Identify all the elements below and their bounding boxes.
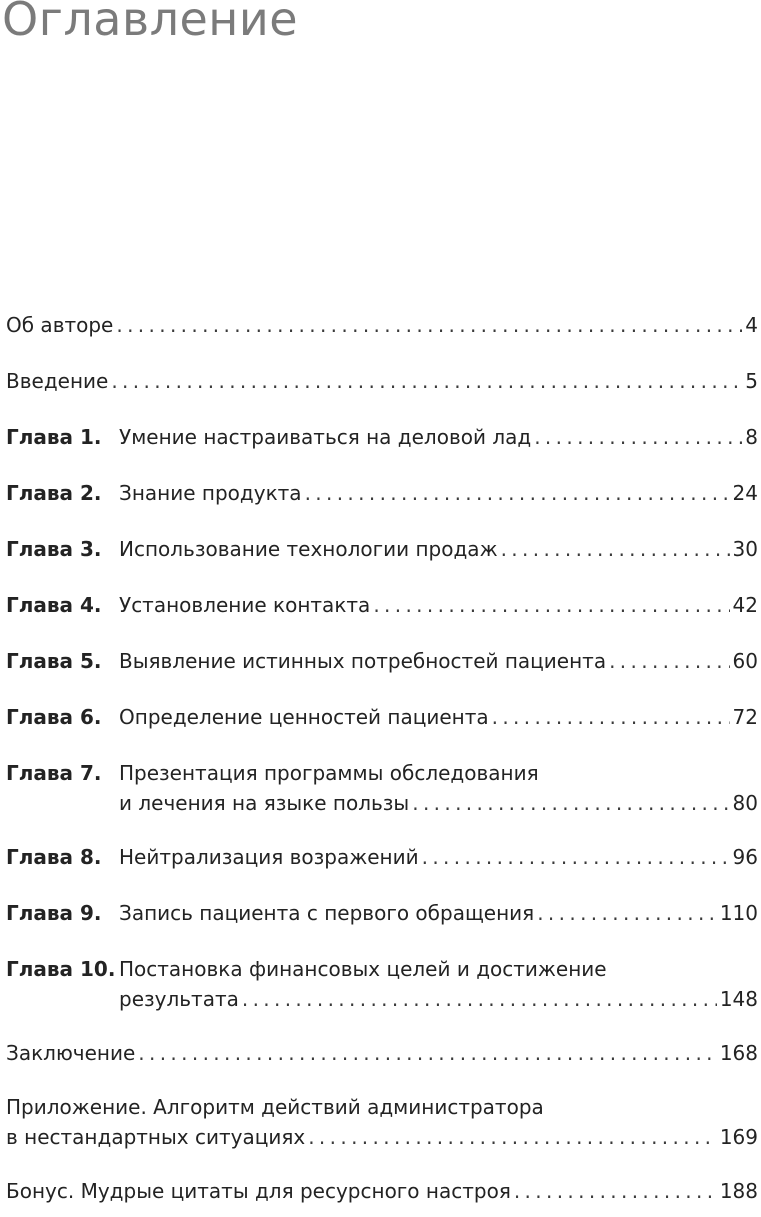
toc-page-number: 96	[732, 845, 758, 869]
toc-page-number: 8	[745, 425, 758, 449]
toc-entry-title: Запись пациента с первого обращения	[119, 901, 535, 925]
dot-leader	[422, 842, 730, 872]
table-of-contents	[6, 310, 758, 1206]
toc-entry-title: Знание продукта	[119, 481, 302, 505]
toc-page-number: 24	[732, 481, 758, 505]
toc-entry-title: Приложение. Алгоритм действий администратора	[6, 1095, 544, 1119]
toc-page-number: 30	[732, 537, 758, 561]
toc-entry-chapter-3[interactable]	[6, 534, 758, 564]
toc-page-number: 148	[719, 987, 758, 1011]
toc-entry-chapter-6[interactable]	[6, 702, 758, 732]
dot-leader	[138, 1038, 717, 1068]
dot-leader	[242, 984, 717, 1014]
dot-leader	[492, 702, 730, 732]
chapter-label: Глава 2.	[6, 481, 102, 505]
toc-page-number: 168	[719, 1041, 758, 1065]
toc-entry-title: Нейтрализация возражений	[119, 845, 419, 869]
chapter-label: Глава 7.	[6, 761, 102, 785]
toc-page-number: 5	[745, 369, 758, 393]
chapter-label: Глава 6.	[6, 705, 102, 729]
toc-entry-about-author[interactable]	[6, 310, 758, 340]
dot-leader	[373, 590, 729, 620]
toc-entry-title: Умение настраиваться на деловой лад	[119, 425, 532, 449]
toc-entry-bonus[interactable]	[6, 1176, 758, 1206]
toc-entry-title-continued: результата	[119, 987, 239, 1011]
toc-entry-title: Определение ценностей пациента	[119, 705, 489, 729]
dot-leader	[111, 366, 742, 396]
toc-entry-title: Бонус. Мудрые цитаты для ресурсного настроя	[6, 1179, 511, 1203]
dot-leader	[609, 646, 729, 676]
toc-entry-title: Постановка финансовых целей и достижение	[119, 957, 607, 981]
toc-entry-title: Выявление истинных потребностей пациента	[119, 649, 607, 673]
chapter-label: Глава 4.	[6, 593, 102, 617]
toc-entry-chapter-8[interactable]	[6, 842, 758, 872]
toc-entry-introduction[interactable]	[6, 366, 758, 396]
toc-page-number: 110	[719, 901, 758, 925]
toc-entry-appendix[interactable]	[6, 1092, 758, 1152]
toc-entry-conclusion[interactable]	[6, 1038, 758, 1068]
chapter-label: Глава 8.	[6, 845, 102, 869]
toc-entry-title: Презентация программы обследования	[119, 761, 539, 785]
toc-page-number: 42	[732, 593, 758, 617]
toc-page-number: 60	[732, 649, 758, 673]
toc-page-number: 169	[719, 1125, 758, 1149]
dot-leader	[534, 422, 742, 452]
toc-page-number: 72	[732, 705, 758, 729]
toc-page-number: 80	[732, 791, 758, 815]
dot-leader	[501, 534, 730, 564]
toc-entry-chapter-7[interactable]	[6, 758, 758, 818]
toc-entry-title: Об авторе	[6, 313, 114, 337]
chapter-label: Глава 3.	[6, 537, 102, 561]
toc-entry-chapter-1[interactable]	[6, 422, 758, 452]
toc-entry-title-continued: в нестандартных ситуациях	[6, 1125, 306, 1149]
chapter-label: Глава 9.	[6, 901, 102, 925]
toc-entry-title: Заключение	[6, 1041, 136, 1065]
toc-entry-chapter-4[interactable]	[6, 590, 758, 620]
toc-entry-title-continued: и лечения на языке пользы	[119, 791, 410, 815]
toc-entry-chapter-9[interactable]	[6, 898, 758, 928]
dot-leader	[308, 1122, 717, 1152]
chapter-label: Глава 10.	[6, 957, 116, 981]
toc-entry-chapter-2[interactable]	[6, 478, 758, 508]
toc-entry-chapter-5[interactable]	[6, 646, 758, 676]
chapter-label: Глава 5.	[6, 649, 102, 673]
chapter-label: Глава 1.	[6, 425, 102, 449]
toc-page-number: 188	[719, 1179, 758, 1203]
page-title: Оглавление	[2, 0, 299, 46]
dot-leader	[537, 898, 717, 928]
dot-leader	[116, 310, 742, 340]
dot-leader	[412, 788, 729, 818]
toc-entry-title: Введение	[6, 369, 109, 393]
toc-entry-title: Использование технологии продаж	[119, 537, 498, 561]
toc-entry-title: Установление контакта	[119, 593, 371, 617]
dot-leader	[305, 478, 730, 508]
toc-page-number: 4	[745, 313, 758, 337]
dot-leader	[514, 1176, 717, 1206]
toc-entry-chapter-10[interactable]	[6, 954, 758, 1014]
